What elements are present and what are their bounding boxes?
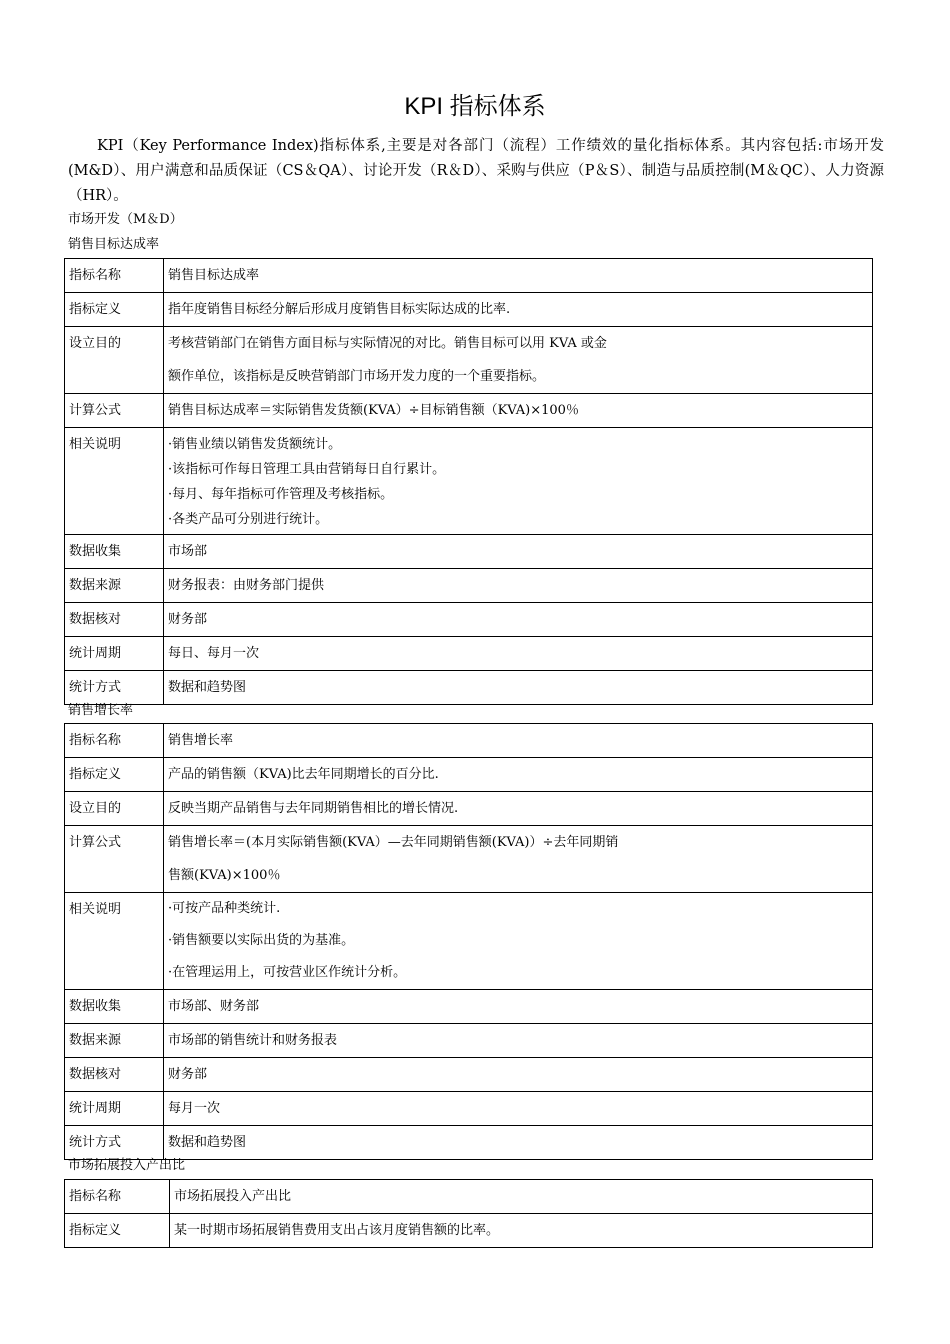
bullet-item: ·每月、每年指标可作管理及考核指标。 [168,487,394,502]
kpi-table-market-expansion [64,1179,873,1248]
row-value: 财务部 [164,603,873,637]
intro-paragraph: KPI（Key Performance Index)指标体系,主要是对各部门（流程）工作绩效的量化指标体系。其内容包括:市场开发(M&D）、用户满意和品质保证（CS＆QA）、讨论开发（R＆D）、采购与供应（P＆S）、制造与品质控制(M＆QC）、人力资源（HR）。 [68,138,884,204]
table-row [65,758,873,792]
row-key: 指标名称 [65,259,164,293]
row-value: 数据和趋势图 [164,671,873,705]
kpi-table-sales-target [64,258,873,705]
row-value: 指年度销售目标经分解后形成月度销售目标实际达成的比率. [164,293,873,327]
row-value: 反映当期产品销售与去年同期销售相比的增长情况. [164,792,873,826]
row-value: 销售目标达成率＝实际销售发货额(KVA）÷目标销售额（KVA)×100％ [164,394,873,428]
row-value: 产品的销售额（KVA)比去年同期增长的百分比. [164,758,873,792]
row-value [164,826,873,893]
row-key: 统计方式 [65,671,164,705]
row-key: 设立目的 [65,792,164,826]
row-key: 数据收集 [65,990,164,1024]
section-heading: 市场开发（M＆D） [68,212,183,227]
value-line: 额作单位，该指标是反映营销部门市场开发力度的一个重要指标。 [168,369,546,384]
row-key: 数据收集 [65,535,164,569]
table-row [65,394,873,428]
row-key: 数据核对 [65,603,164,637]
row-value: 数据和趋势图 [164,1126,873,1160]
row-value: 每月一次 [164,1092,873,1126]
table-row [65,671,873,705]
row-value: 市场部的销售统计和财务报表 [164,1024,873,1058]
row-value [164,327,873,394]
table-row [65,259,873,293]
table-label: 销售增长率 [68,703,134,718]
row-value: 某一时期市场拓展销售费用支出占该月度销售额的比率。 [170,1214,873,1248]
table-row [65,792,873,826]
row-value: 市场拓展投入产出比 [170,1180,873,1214]
row-key: 设立目的 [65,327,164,394]
table-row [65,1024,873,1058]
bullet-item: ·可按产品种类统计. [168,901,281,916]
row-key: 相关说明 [65,893,164,990]
row-key: 统计周期 [65,1092,164,1126]
table-row [65,569,873,603]
row-value: 销售增长率 [164,724,873,758]
table-row [65,1058,873,1092]
row-key: 指标定义 [65,1214,170,1248]
table-row [65,535,873,569]
row-key: 数据核对 [65,1058,164,1092]
row-key: 指标名称 [65,724,164,758]
row-value: 财务报表：由财务部门提供 [164,569,873,603]
table-label: 销售目标达成率 [68,237,160,252]
row-value: 财务部 [164,1058,873,1092]
row-key: 指标定义 [65,293,164,327]
bullet-item: ·各类产品可分别进行统计。 [168,512,329,527]
bullet-item: ·该指标可作每日管理工具由营销每日自行累计。 [168,462,446,477]
table-row [65,1180,873,1214]
row-key: 数据来源 [65,1024,164,1058]
row-key: 指标定义 [65,758,164,792]
kpi-table-sales-growth [64,723,873,1160]
row-key: 相关说明 [65,428,164,535]
table-row [65,724,873,758]
row-value [164,893,873,990]
value-line: 售额(KVA)×100％ [168,868,281,883]
table-row [65,327,873,394]
table-row [65,428,873,535]
bullet-item: ·销售业绩以销售发货额统计。 [168,437,342,452]
row-key: 统计方式 [65,1126,164,1160]
row-value: 市场部、财务部 [164,990,873,1024]
row-value: 销售目标达成率 [164,259,873,293]
table-row [65,1126,873,1160]
value-line: 考核营销部门在销售方面目标与实际情况的对比。销售目标可以用 KVA 或金 [168,336,607,351]
row-value [164,428,873,535]
table-row [65,826,873,893]
table-row [65,293,873,327]
table-row [65,1092,873,1126]
row-key: 指标名称 [65,1180,170,1214]
bullet-item: ·在管理运用上，可按营业区作统计分析。 [168,965,407,980]
table-row [65,1214,873,1248]
bullet-item: ·销售额要以实际出货的为基准。 [168,933,355,948]
page-title: KPI 指标体系 [404,93,546,120]
table-row [65,603,873,637]
row-value: 市场部 [164,535,873,569]
value-line: 销售增长率＝(本月实际销售额(KVA）—去年同期销售额(KVA)）÷去年同期销 [168,835,619,850]
row-key: 统计周期 [65,637,164,671]
row-key: 计算公式 [65,394,164,428]
row-key: 数据来源 [65,569,164,603]
table-row [65,637,873,671]
row-value: 每日、每月一次 [164,637,873,671]
table-row [65,893,873,990]
table-label: 市场拓展投入产出比 [68,1158,186,1173]
row-key: 计算公式 [65,826,164,893]
table-row [65,990,873,1024]
